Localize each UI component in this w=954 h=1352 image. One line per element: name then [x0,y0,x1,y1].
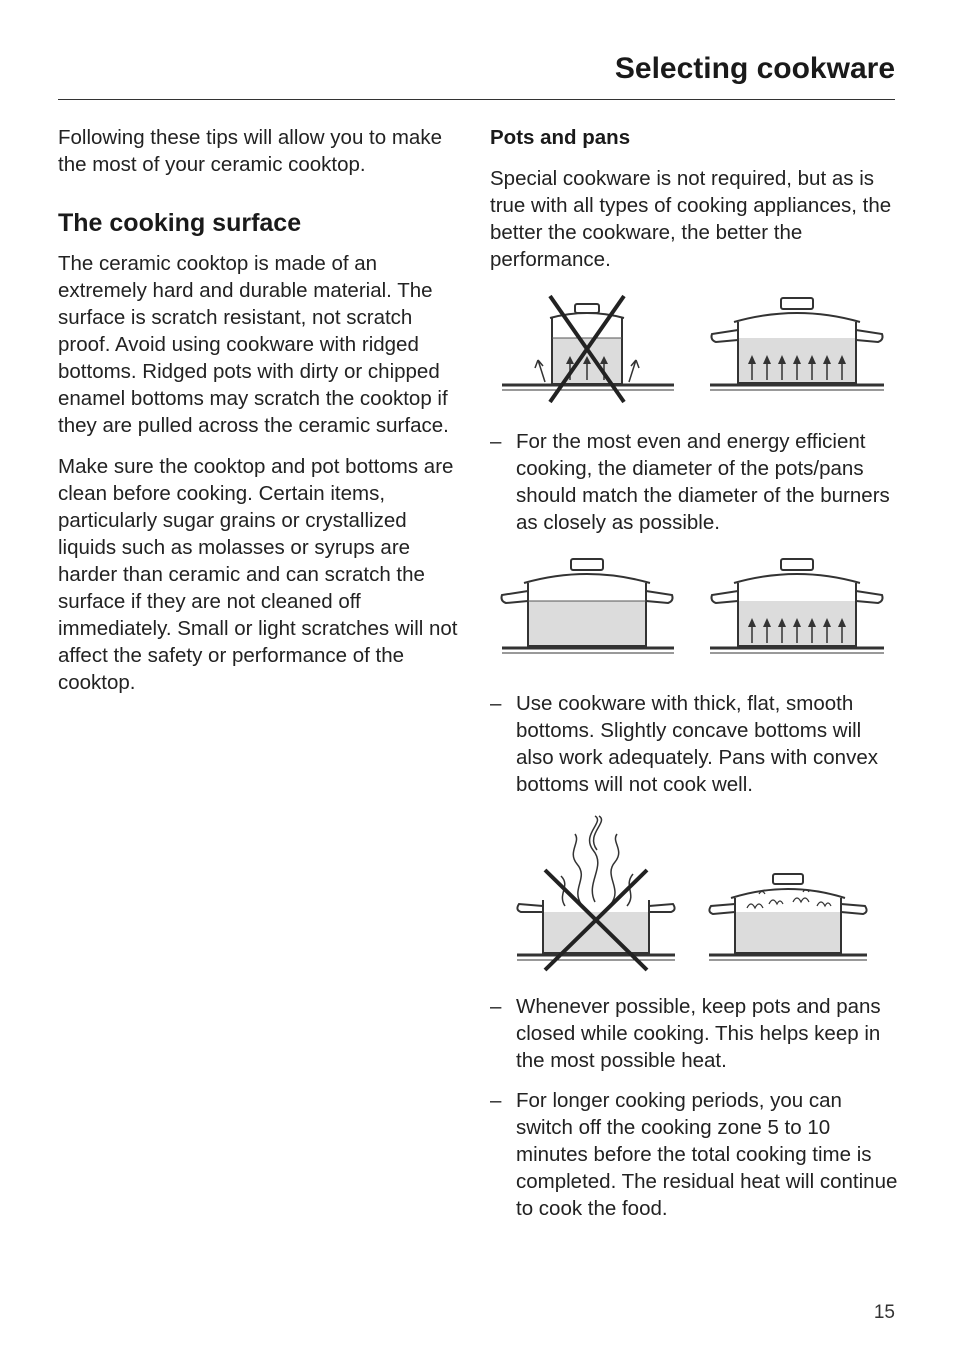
page-number: 15 [873,1302,895,1323]
title-divider [58,99,895,100]
bullet-keep-closed: Whenever possible, keep pots and pans closed while cooking. This helps keep in the most possible heat. [516,995,881,1072]
bullet-flat-bottoms: Use cookware with thick, flat, smooth bottoms. Slightly concave bottoms will also work adequately. Pans with convex bottoms will not cook well. [516,692,878,796]
pots-and-pans-intro: Special cookware is not required, but as is true with all types of cooking appliances, the better the cookware, the better the performance. [490,167,892,271]
matching-pot-right-icon [710,298,884,390]
covered-pot-right-icon [709,874,867,960]
dash-marker: – [490,692,502,715]
uncovered-pot-steam-wrong-icon [517,816,675,970]
list-item [490,428,900,536]
flat-pot-heating-icon [710,559,884,653]
flat-bottom-illustration [500,555,890,660]
small-pot-wrong-icon [502,296,674,402]
list-item [490,690,900,798]
dash-marker: – [490,995,502,1018]
cooking-surface-paragraph-2: Make sure the cooktop and pot bottoms are clean before cooking. Certain items, particularly sugar grains or crystallized liquids such as molasses or syrups are harder than ceramic and can scratch the surface if they are not cleaned off immediately. Small or light scratches will not affect the safety or performance of the cooktop. [58,455,458,694]
right-column [490,124,900,287]
list-item [490,1087,900,1222]
pot-size-illustration [500,290,890,405]
bullet-diameter: For the most even and energy efficient cooking, the diameter of the pots/pans should match the diameter of the burners as closely as possible. [516,430,890,534]
left-column [58,124,468,710]
dash-marker: – [490,430,502,453]
pots-and-pans-heading: Pots and pans [490,126,631,149]
list-item [490,993,900,1074]
bullet-residual-heat: For longer cooking periods, you can switch off the cooking zone 5 to 10 minutes before the total cooking time is completed. The residual heat will continue to cook the food. [516,1089,898,1220]
page-title: Selecting cookware [614,52,895,85]
dash-marker: – [490,1089,502,1112]
intro-paragraph: Following these tips will allow you to make the most of your ceramic cooktop. [58,126,442,176]
flat-pot-icon [502,559,675,653]
cooking-surface-paragraph-1: The ceramic cooktop is made of an extremely hard and durable material. The surface is scratch resistant, not scratch proof. Avoid using cookware with ridged bottoms. Ridged pots with dirty or chipped enamel bottoms may scratch the cooktop if they are pulled across the ceramic surface. [58,252,449,437]
cooking-surface-heading: The cooking surface [58,209,302,237]
lid-illustration [515,812,875,972]
